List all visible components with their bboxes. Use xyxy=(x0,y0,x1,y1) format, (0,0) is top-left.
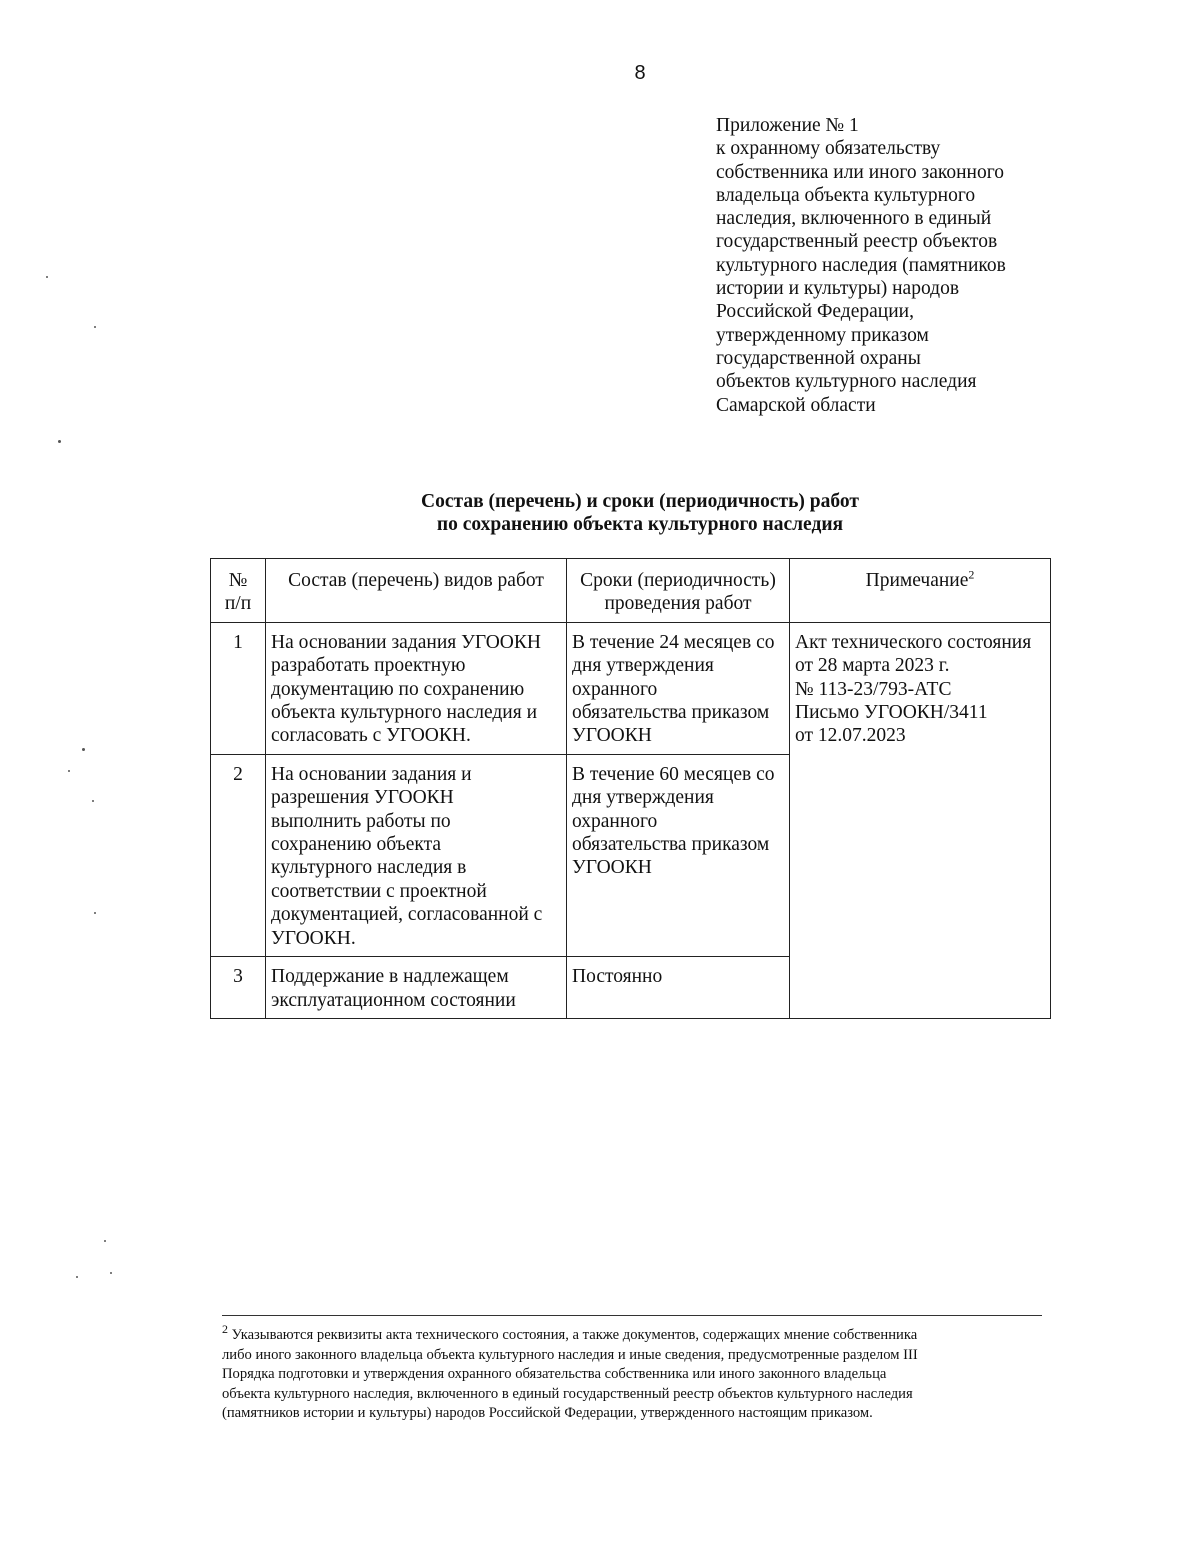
term-cell xyxy=(567,754,790,956)
cell-line: согласовать с УГООКН. xyxy=(271,725,471,747)
header-note-text: Примечание xyxy=(865,570,969,591)
cell-line: УГООКН. xyxy=(271,927,356,949)
cell-line: разработать проектную xyxy=(271,655,466,677)
footnote-line: (памятников истории и культуры) народов Российской Федерации, утвержденного настоящим приказом. xyxy=(222,1405,873,1422)
cell-line: Акт технического состояния xyxy=(795,631,1032,653)
appendix-line: Приложение № 1 xyxy=(716,115,859,136)
cell-line: В течение 24 месяцев со xyxy=(572,631,775,653)
scan-speck xyxy=(110,1272,112,1274)
cell-line: В течение 60 месяцев со xyxy=(572,763,775,785)
header-work xyxy=(266,559,567,623)
header-number-line: п/п xyxy=(224,593,252,615)
appendix-line: истории и культуры) народов xyxy=(716,278,960,300)
row-number: 2 xyxy=(211,754,266,956)
cell-line: документацией, согласованной с xyxy=(271,904,543,926)
footnote xyxy=(222,1322,1042,1424)
term-cell xyxy=(567,957,790,1019)
table-row xyxy=(211,622,1051,754)
cell-line: УГООКН xyxy=(572,857,652,879)
scan-speck xyxy=(68,770,70,772)
cell-line: На основании задания и xyxy=(271,763,472,785)
work-cell xyxy=(266,957,567,1019)
header-number-line: № xyxy=(228,570,248,591)
title-line: Состав (перечень) и сроки (периодичность) работ xyxy=(421,491,859,512)
appendix-line: культурного наследия (памятников xyxy=(716,254,1006,276)
appendix-line: государственной охраны xyxy=(716,347,921,369)
appendix-line: Российской Федерации, xyxy=(716,301,914,323)
footnote-text: Указываются реквизиты акта технического состояния, а также документов, содержащих мнение собственника xyxy=(228,1327,918,1343)
title-line: по сохранению объекта культурного наследия xyxy=(436,514,844,535)
footnote-reference: 2 xyxy=(968,567,975,582)
cell-line: от 12.07.2023 xyxy=(795,725,906,747)
work-cell xyxy=(266,754,567,956)
scan-speck xyxy=(58,440,61,443)
header-note xyxy=(790,559,1051,623)
footnote-marker: 2 xyxy=(222,1322,228,1337)
cell-line: сохранению объекта xyxy=(271,834,442,856)
header-number xyxy=(211,559,266,623)
cell-line: обязательства приказом xyxy=(572,834,770,856)
cell-line: объекта культурного наследия и xyxy=(271,702,538,724)
cell-line: эксплуатационном состоянии xyxy=(271,989,516,1011)
footnote-divider xyxy=(222,1315,1042,1316)
cell-line: Поддержание в надлежащем xyxy=(271,966,509,988)
cell-line: дня утверждения xyxy=(572,787,714,809)
cell-line: охранного xyxy=(572,810,658,832)
cell-line: Постоянно xyxy=(572,966,663,988)
scan-speck xyxy=(94,326,96,328)
appendix-line: Самарской области xyxy=(716,394,876,416)
appendix-line: собственника или иного законного xyxy=(716,161,1004,183)
header-term-line: проведения работ xyxy=(604,593,752,615)
header-work-text: Состав (перечень) видов работ xyxy=(288,570,544,591)
footnote-line: Порядка подготовки и утверждения охранного обязательства собственника или иного законного владельца xyxy=(222,1366,887,1383)
cell-line: выполнить работы по xyxy=(271,810,451,832)
appendix-line: к охранному обязательству xyxy=(716,138,941,160)
appendix-line: утвержденному приказом xyxy=(716,324,929,346)
note-cell xyxy=(790,622,1051,1018)
cell-line: № 113-23/793-АТС xyxy=(795,678,952,700)
scan-speck xyxy=(76,1276,78,1278)
footnote-line xyxy=(222,1322,1042,1346)
cell-line: документацию по сохранению xyxy=(271,678,525,700)
header-term-line: Сроки (периодичность) xyxy=(580,570,776,591)
term-cell xyxy=(567,622,790,754)
scan-speck xyxy=(92,800,94,802)
footnote-line: либо иного законного владельца объекта культурного наследия и иные сведения, предусмотренные разделом III xyxy=(222,1346,918,1363)
table-header-row xyxy=(211,559,1051,623)
works-table xyxy=(210,558,1051,1019)
cell-line: от 28 марта 2023 г. xyxy=(795,655,950,677)
cell-line: На основании задания УГООКН xyxy=(271,631,541,653)
scan-speck xyxy=(104,1240,106,1242)
appendix-line: наследия, включенного в единый xyxy=(716,208,992,230)
header-term xyxy=(567,559,790,623)
appendix-line: владельца объекта культурного xyxy=(716,184,976,206)
page-number: 8 xyxy=(634,62,646,84)
scan-speck xyxy=(46,276,48,278)
cell-line: обязательства приказом xyxy=(572,702,770,724)
document-title xyxy=(300,490,980,536)
scan-speck xyxy=(82,748,85,751)
appendix-line: объектов культурного наследия xyxy=(716,371,977,393)
cell-line: культурного наследия в xyxy=(271,857,467,879)
cell-line: охранного xyxy=(572,678,658,700)
cell-line: УГООКН xyxy=(572,725,652,747)
cell-line: Письмо УГООКН/3411 xyxy=(795,702,988,724)
footnote-line: объекта культурного наследия, включенного в единый государственный реестр объектов культурного наследия xyxy=(222,1385,913,1402)
work-cell xyxy=(266,622,567,754)
cell-line: разрешения УГООКН xyxy=(271,787,454,809)
row-number: 3 xyxy=(211,957,266,1019)
appendix-block xyxy=(716,114,1056,417)
scan-speck xyxy=(94,912,96,914)
cell-line: соответствии с проектной xyxy=(271,880,487,902)
row-number: 1 xyxy=(211,622,266,754)
appendix-line: государственный реестр объектов xyxy=(716,231,998,253)
cell-line: дня утверждения xyxy=(572,655,714,677)
